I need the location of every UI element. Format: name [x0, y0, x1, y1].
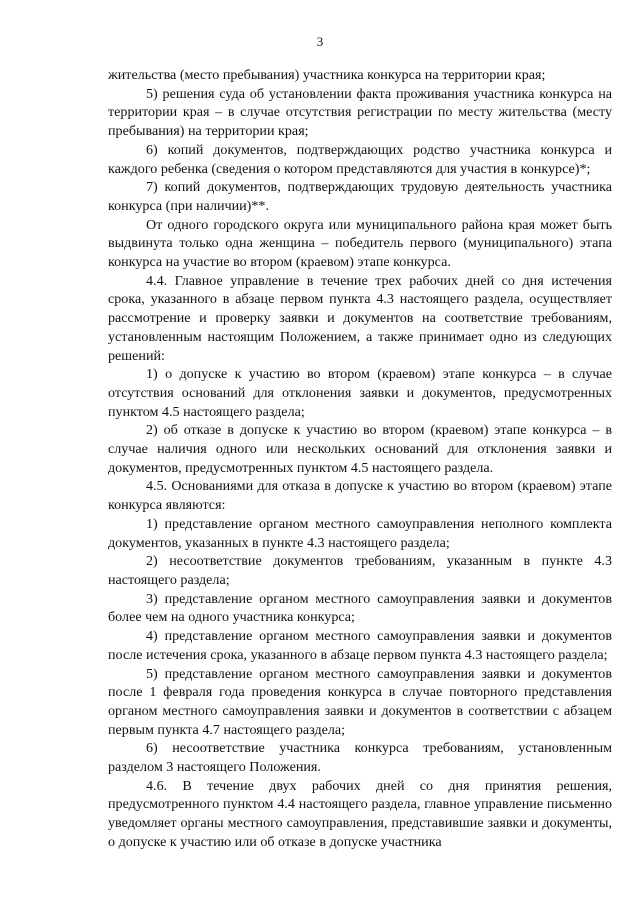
- paragraph-nomination-rule: От одного городского округа или муниципального района края может быть выдвинута только одна женщина – победитель первого (муниципального) этапа конкурса на участие во втором (краевом) этапе конкурса.: [108, 216, 612, 271]
- clause-4-6: 4.6. В течение двух рабочих дней со дня принятия решения, предусмотренного пунктом 4.4 настоящего раздела, главное управление письменно уведомляет органы местного самоуправления, представившие заявки и документы, о допуске к участию или об отказе в допуске участника: [108, 777, 612, 850]
- document-body: [108, 66, 612, 852]
- refusal-ground-2: 2) несоответствие документов требованиям, указанным в пункте 4.3 настоящего раздела;: [108, 553, 612, 588]
- decision-item-1-admission: 1) о допуске к участию во втором (краевом) этапе конкурса – в случае отсутствия оснований для отклонения заявки и документов, предусмотренных пунктом 4.5 настоящего раздела;: [108, 366, 612, 420]
- refusal-ground-6: 6) несоответствие участника конкурса требованиям, установленным разделом 3 настоящего Положения.: [108, 740, 612, 776]
- refusal-ground-5: 5) представление органом местного самоуправления заявки и документов после 1 февраля года проведения конкурса в случае повторного представления органом местного самоуправления заявки и документов в соответствии с абзацем первым пункта 4.7 настоящего раздела;: [108, 665, 612, 738]
- paragraph-continuation: жительства (место пребывания) участника конкурса на территории края;: [108, 67, 546, 83]
- list-item-6-kinship-documents: 6) копий документов, подтверждающих родство участника конкурса и каждого ребенка (сведения о котором представляются для участия в конкурсе)*;: [108, 141, 612, 177]
- refusal-ground-1: 1) представление органом местного самоуправления неполного комплекта документов, указанных в пункте 4.3 настоящего раздела;: [108, 515, 612, 551]
- clause-4-5: 4.5. Основаниями для отказа в допуске к участию во втором (краевом) этапе конкурса являются:: [108, 478, 612, 514]
- clause-4-4: 4.4. Главное управление в течение трех рабочих дней со дня истечения срока, указанного в абзаце первом пункта 4.3 настоящего раздела, осуществляет рассмотрение и проверку заявки и документов на соответствие требованиям, установленным настоящим Положением, а также принимает одно из следующих решений:: [108, 272, 612, 364]
- decision-item-2-refusal: 2) об отказе в допуске к участию во втором (краевом) этапе конкурса – в случае наличия одного или нескольких оснований для отклонения заявки и документов, предусмотренных пунктом 4.5 настоящего раздела.: [108, 422, 612, 476]
- list-item-7-employment-documents: 7) копий документов, подтверждающих трудовую деятельность участника конкурса (при наличии)**.: [108, 179, 612, 214]
- refusal-ground-3: 3) представление органом местного самоуправления заявки и документов более чем на одного участника конкурса;: [108, 590, 612, 626]
- refusal-ground-4: 4) представление органом местного самоуправления заявки и документов после истечения срока, указанного в абзаце первом пункта 4.3 настоящего раздела;: [108, 628, 612, 663]
- list-item-5-court-decision: 5) решения суда об установлении факта проживания участника конкурса на территории края – в случае отсутствия регистрации по месту жительства (месту пребывания) на территории края;: [108, 85, 612, 140]
- page-number: 3: [316, 34, 324, 49]
